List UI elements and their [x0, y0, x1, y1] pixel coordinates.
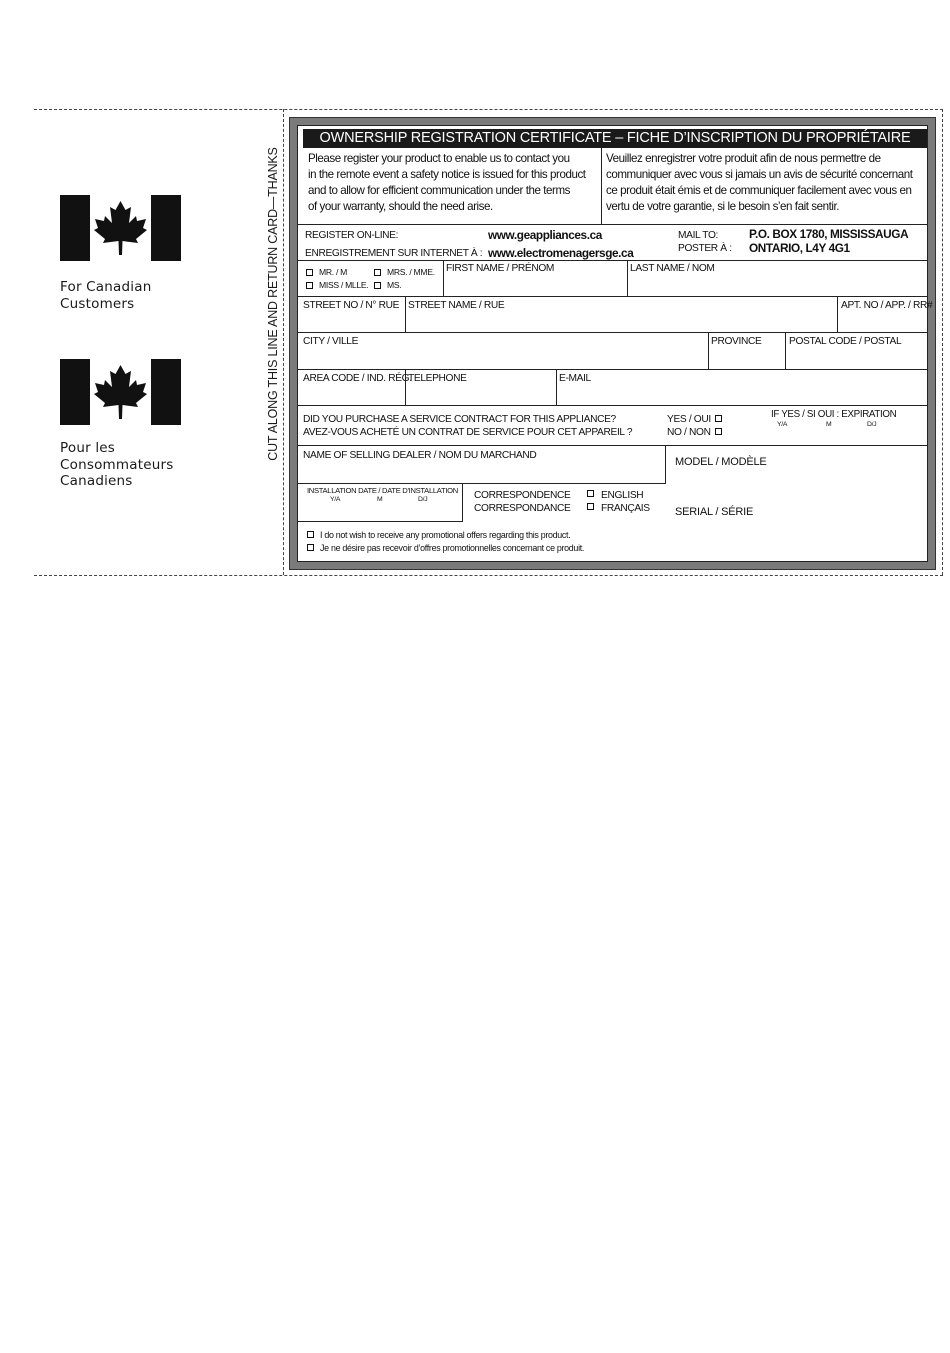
mail-to-label: MAIL TO: [678, 230, 719, 241]
website-link-fr[interactable]: www.electromenagersge.ca [488, 246, 634, 260]
divider [298, 405, 927, 406]
cut-line-top [34, 109, 943, 110]
french-checkbox[interactable] [587, 503, 594, 510]
title-miss-checkbox[interactable] [306, 282, 313, 289]
card-title: OWNERSHIP REGISTRATION CERTIFICATE – FICHE D’INSCRIPTION DU PROPRIÉTAIRE [303, 129, 927, 148]
optout-fr-label: Je ne désire pas recevoir d’offres promotionnelles concernant ce produit. [320, 543, 585, 553]
register-online-label-fr: ENREGISTREMENT SUR INTERNET À : [305, 248, 483, 259]
optout-en-checkbox[interactable] [307, 531, 314, 538]
divider [665, 445, 666, 483]
title-miss-label: MISS / MLLE. [319, 280, 369, 290]
divider [785, 332, 786, 369]
correspondence-label-fr: CORRESPONDANCE [474, 503, 571, 514]
province-field[interactable]: PROVINCE [711, 336, 762, 347]
divider [837, 296, 838, 332]
service-contract-yes-checkbox[interactable] [715, 415, 722, 422]
email-field[interactable]: E-MAIL [559, 373, 591, 384]
expiration-day: D/J [867, 421, 877, 428]
divider [298, 483, 666, 484]
expiration-month: M [826, 421, 832, 428]
divider [405, 369, 406, 405]
cut-line-bottom [34, 575, 943, 576]
street-name-field[interactable]: STREET NAME / RUE [408, 300, 505, 311]
divider [462, 483, 463, 521]
title-ms-label: MS. [387, 280, 402, 290]
divider [298, 296, 927, 297]
divider [298, 332, 927, 333]
registration-card-body [297, 125, 933, 562]
caption-french: Pour les Consommateurs Canadiens [60, 440, 174, 489]
dealer-name-field[interactable]: NAME OF SELLING DEALER / NOM DU MARCHAND [303, 450, 537, 461]
title-ms-checkbox[interactable] [374, 282, 381, 289]
english-label: ENGLISH [601, 490, 644, 501]
last-name-field[interactable]: LAST NAME / NOM [630, 263, 715, 274]
yes-label: YES / OUI [667, 414, 711, 425]
service-contract-no-checkbox[interactable] [715, 428, 722, 435]
installation-date-field[interactable]: INSTALLATION DATE / DATE D'INSTALLATION [307, 486, 458, 495]
intro-english: Please register your product to enable us to contact you in the remote event a safety notice is issued for this product and to allow for efficient communication under the terms of your warranty, should the need arise. [308, 152, 586, 213]
installation-year: Y/A [330, 496, 341, 503]
divider [443, 260, 444, 296]
register-online-label: REGISTER ON-LINE: [305, 230, 399, 241]
telephone-field[interactable]: TELEPHONE [408, 373, 467, 384]
city-field[interactable]: CITY / VILLE [303, 336, 359, 347]
title-mrs-checkbox[interactable] [374, 269, 381, 276]
postal-code-field[interactable]: POSTAL CODE / POSTAL [789, 336, 902, 347]
caption-english: For Canadian Customers [60, 279, 152, 312]
title-mr-checkbox[interactable] [306, 269, 313, 276]
english-checkbox[interactable] [587, 490, 594, 497]
cut-line-left [283, 109, 284, 575]
mail-address-line1: P.O. BOX 1780, MISSISSAUGA [749, 227, 909, 241]
correspondence-label-en: CORRESPONDENCE [474, 490, 571, 501]
registration-card [289, 117, 936, 570]
street-no-field[interactable]: STREET NO / N° RUE [303, 300, 400, 311]
area-code-field[interactable]: AREA CODE / IND. RÉG. [303, 373, 412, 384]
website-link-en[interactable]: www.geappliances.ca [488, 228, 602, 242]
canadian-flag-icon [60, 359, 181, 425]
intro-french: Veuillez enregistrer votre produit afin de nous permettre de communiquer avec vous si jamais un avis de sécurité concernant ce produit était émis et de communiquer facilement avec vous en vertu de votre garantie, si le besoin s’en fait sentir. [606, 152, 913, 213]
mail-address-line2: ONTARIO, L4Y 4G1 [749, 241, 850, 255]
cut-line-right [942, 109, 943, 575]
apt-no-field[interactable]: APT. NO / APP. / RR# [841, 300, 933, 311]
title-mr-label: MR. / M [319, 267, 347, 277]
cut-instruction: CUT ALONG THIS LINE AND RETURN CARD—THANKS [266, 147, 280, 461]
divider [708, 332, 709, 369]
model-field[interactable]: MODEL / MODÈLE [675, 456, 767, 468]
divider [627, 260, 628, 296]
divider [556, 369, 557, 405]
installation-day: D/J [418, 496, 428, 503]
installation-month: M [377, 496, 383, 503]
expiration-year: Y/A [777, 421, 788, 428]
divider [298, 521, 463, 522]
service-contract-question-fr: AVEZ-VOUS ACHETÉ UN CONTRAT DE SERVICE POUR CET APPAREIL ? [303, 427, 633, 438]
divider [298, 260, 927, 261]
no-label: NO / NON [667, 427, 711, 438]
title-mrs-label: MRS. / MME. [387, 267, 435, 277]
expiration-label: IF YES / SI OUI : EXPIRATION [771, 409, 897, 420]
service-contract-question-en: DID YOU PURCHASE A SERVICE CONTRACT FOR THIS APPLIANCE? [303, 414, 616, 425]
optout-en-label: I do not wish to receive any promotional offers regarding this product. [320, 530, 571, 540]
first-name-field[interactable]: FIRST NAME / PRÉNOM [446, 263, 555, 274]
french-label: FRANÇAIS [601, 503, 650, 514]
divider [405, 296, 406, 332]
mail-to-label-fr: POSTER À : [678, 243, 732, 254]
divider [298, 445, 927, 446]
canadian-flag-icon [60, 195, 181, 261]
divider [298, 369, 927, 370]
divider [298, 224, 927, 225]
optout-fr-checkbox[interactable] [307, 544, 314, 551]
serial-field[interactable]: SERIAL / SÉRIE [675, 506, 754, 518]
